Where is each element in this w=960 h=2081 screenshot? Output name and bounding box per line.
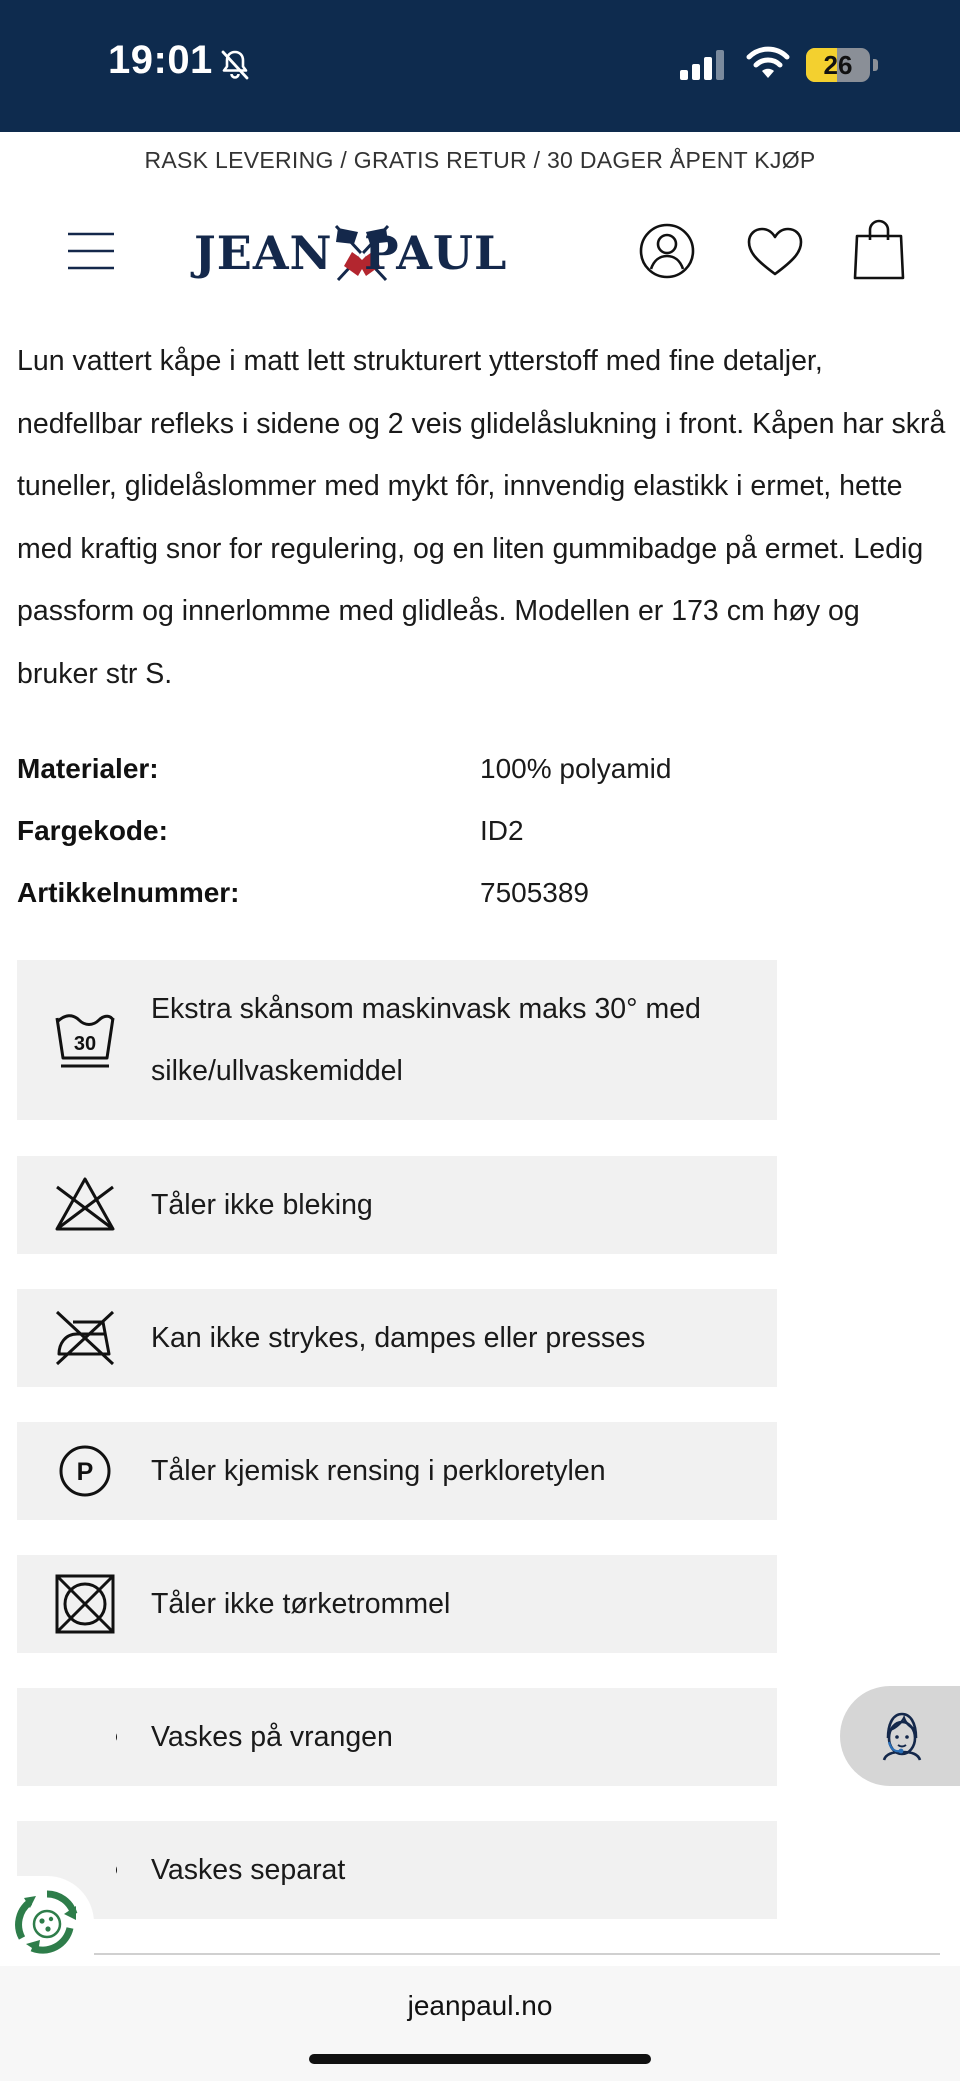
spec-label: Fargekode: [17,815,168,846]
customer-service-chat-button[interactable] [840,1686,960,1786]
url-text[interactable]: jeanpaul.no [407,1990,553,2021]
spec-value: ID2 [480,815,524,846]
care-item-no-iron [17,1289,777,1387]
site-header [0,200,960,304]
spec-row-materials [17,738,947,800]
product-specs [17,738,947,924]
cellular-signal-icon [680,50,728,80]
home-indicator [309,2054,651,2064]
care-item-inside-out [17,1688,777,1786]
browser-url-bar[interactable] [0,1966,960,2081]
recycle-icon [14,1888,80,1958]
spec-label: Materialer: [17,753,159,784]
care-text: Ekstra skånsom maskinvask maks 30° med silke/ullvaskemiddel [151,993,701,1087]
user-account-icon[interactable] [638,222,696,280]
promo-banner: RASK LEVERING / GRATIS RETUR / 30 DAGER ÅPENT KJØP [144,147,816,173]
product-description: Lun vattert kåpe i matt lett strukturert ytterstoff med fine detaljer, nedfellbar refleks i sidene og 2 veis glidelåslukning i front. Kåpen har skrå tuneller, glidelåslommer med mykt fôr, innvendig elastikk i ermet, hette med kraftig snor for regulering, og en liten gummibadge på ermet. Ledig passform og innerlomme med glidleås. Modellen er 173 cm høy og bruker str S. [17,345,946,690]
dry-clean-letter: P [76,1458,94,1486]
sustainability-badge[interactable] [0,1876,94,1970]
silent-bell-icon [218,48,252,82]
brand-logo[interactable] [192,220,532,284]
care-text: Tåler ikke tørketrommel [151,1588,451,1620]
support-agent-icon [874,1708,930,1764]
wash-temperature: 30 [73,1033,97,1055]
hamburger-menu-icon[interactable] [66,228,116,274]
care-item-wash-separately [17,1821,777,1919]
spec-row-color-code [17,800,947,862]
wishlist-heart-icon[interactable] [746,226,804,278]
care-item-no-tumble-dry [17,1555,777,1653]
wifi-icon [746,46,790,80]
no-iron-icon [53,1306,117,1370]
care-item-no-bleach [17,1156,777,1254]
spec-row-article-number [17,862,947,924]
spec-value: 100% polyamid [480,753,672,784]
care-text: Tåler ikke bleking [151,1189,373,1221]
no-tumble-dry-icon [53,1572,117,1636]
battery-percentage: 26 [823,50,853,80]
spec-value: 7505389 [480,877,590,908]
status-time: 19:01 [108,38,213,82]
care-text: Tåler kjemisk rensing i perkloretylen [151,1455,606,1487]
spec-label: Artikkelnummer: [17,877,240,908]
bullet-icon [53,1705,117,1769]
logo-text-paul: PAUL [364,226,508,280]
divider [94,1953,940,1955]
care-text: Vaskes separat [151,1854,346,1886]
shopping-bag-icon[interactable] [852,218,906,280]
logo-text-jean: JEAN [194,226,333,280]
care-item-dry-clean [17,1422,777,1520]
battery-indicator [806,48,878,82]
status-bar [0,0,960,132]
dry-clean-p-icon [53,1439,117,1503]
wash-30-icon [53,1008,117,1072]
care-text: Kan ikke strykes, dampes eller presses [151,1322,646,1354]
care-text: Vaskes på vrangen [151,1721,393,1753]
care-item-wash [17,960,777,1120]
no-bleach-icon [53,1173,117,1237]
